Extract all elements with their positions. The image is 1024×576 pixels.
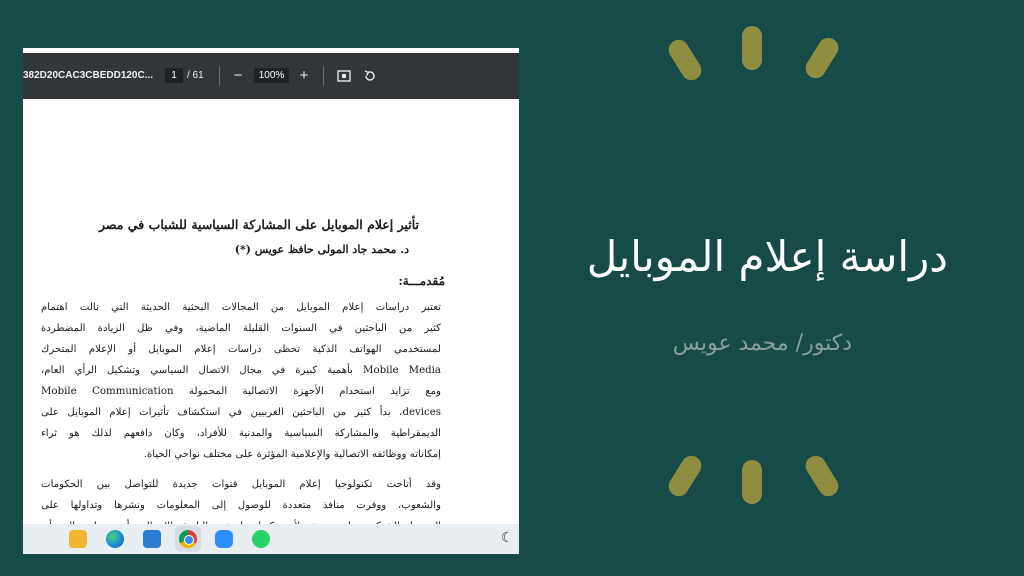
document-author: د. محمد جاد المولى حافظ عويس (*) — [234, 243, 409, 256]
store-icon[interactable] — [143, 530, 161, 548]
body-line: وقد أتاحت تكنولوجيا إعلام الموبايل قنوات جديدة للتواصل بين الحكومات — [41, 479, 441, 490]
decorative-ray-icon — [665, 452, 705, 500]
document-body — [41, 297, 441, 554]
page-total: / 61 — [187, 70, 204, 81]
decorative-ray-icon — [742, 460, 762, 504]
body-line: والشعوب، ووفرت منافذ متعددة للوصول إلى المعلومات ونشرها وتداولها على — [41, 500, 441, 511]
document-title: تأثير إعلام الموبايل على المشاركة السياسية للشباب في مصر — [99, 217, 419, 232]
section-heading: مُقدمـــة: — [398, 274, 445, 288]
body-line: لمستخدمي الهواتف الذكية تحظى دراسات إعلام الموبايل أو الإعلام المتحرك — [41, 344, 441, 355]
decorative-ray-icon — [742, 26, 762, 70]
zoom-level-input[interactable]: 100% — [254, 68, 289, 83]
pdf-page — [23, 99, 519, 524]
minus-icon[interactable]: − — [233, 67, 243, 84]
embedded-screenshot — [23, 48, 519, 554]
edge-icon[interactable] — [106, 530, 124, 548]
toolbar-divider — [219, 66, 220, 86]
body-line: إمكاناته ووظائفه الاتصالية والإعلامية المؤثرة على مختلف نواحي الحياة. — [143, 449, 441, 460]
body-line: ومع تزايد استخدام الأجهزة الاتصالية المحمولة Mobile Communication — [41, 386, 441, 397]
body-line: Mobile Media بأهمية كبيرة في مجال الاتصال السياسي وتشكيل الرأي العام، — [41, 365, 441, 376]
taskbar — [23, 524, 519, 554]
zoom-icon[interactable] — [215, 530, 233, 548]
whatsapp-icon[interactable] — [252, 530, 270, 548]
pdf-toolbar — [23, 53, 519, 99]
decorative-ray-icon — [802, 34, 842, 82]
slide-subtitle: دكتور/ محمد عويس — [672, 331, 852, 356]
decorative-ray-icon — [665, 36, 705, 84]
body-line: الديمقراطية والمشاركة السياسية والمدنية للأفراد، وكان دافعهم لذلك هو ثراء — [41, 428, 441, 439]
chrome-icon[interactable] — [179, 530, 197, 548]
body-line: كثير من الباحثين في السنوات القليلة الماضية، وفي ظل الزيادة المضطردة — [41, 323, 441, 334]
body-line: تعتبر دراسات إعلام الموبايل من المجالات البحثية الحديثة التي نالت اهتمام — [41, 302, 441, 313]
page-number-input[interactable]: 1 — [165, 68, 183, 83]
plus-icon[interactable]: + — [299, 67, 309, 84]
fit-page-icon[interactable] — [335, 66, 353, 86]
toolbar-divider — [323, 66, 324, 86]
rotate-icon[interactable] — [361, 66, 379, 86]
slide-title: دراسة إعلام الموبايل — [586, 232, 948, 281]
moon-icon[interactable]: ☾ — [501, 530, 514, 546]
decorative-ray-icon — [802, 452, 842, 500]
body-line: devices، بدأ كثير من الباحثين الغربيين في استكشاف تأثيرات إعلام الموبايل على — [41, 407, 441, 418]
file-name: 382D20CAC3CBEDD120C... — [23, 70, 154, 81]
folder-icon[interactable] — [69, 530, 87, 548]
